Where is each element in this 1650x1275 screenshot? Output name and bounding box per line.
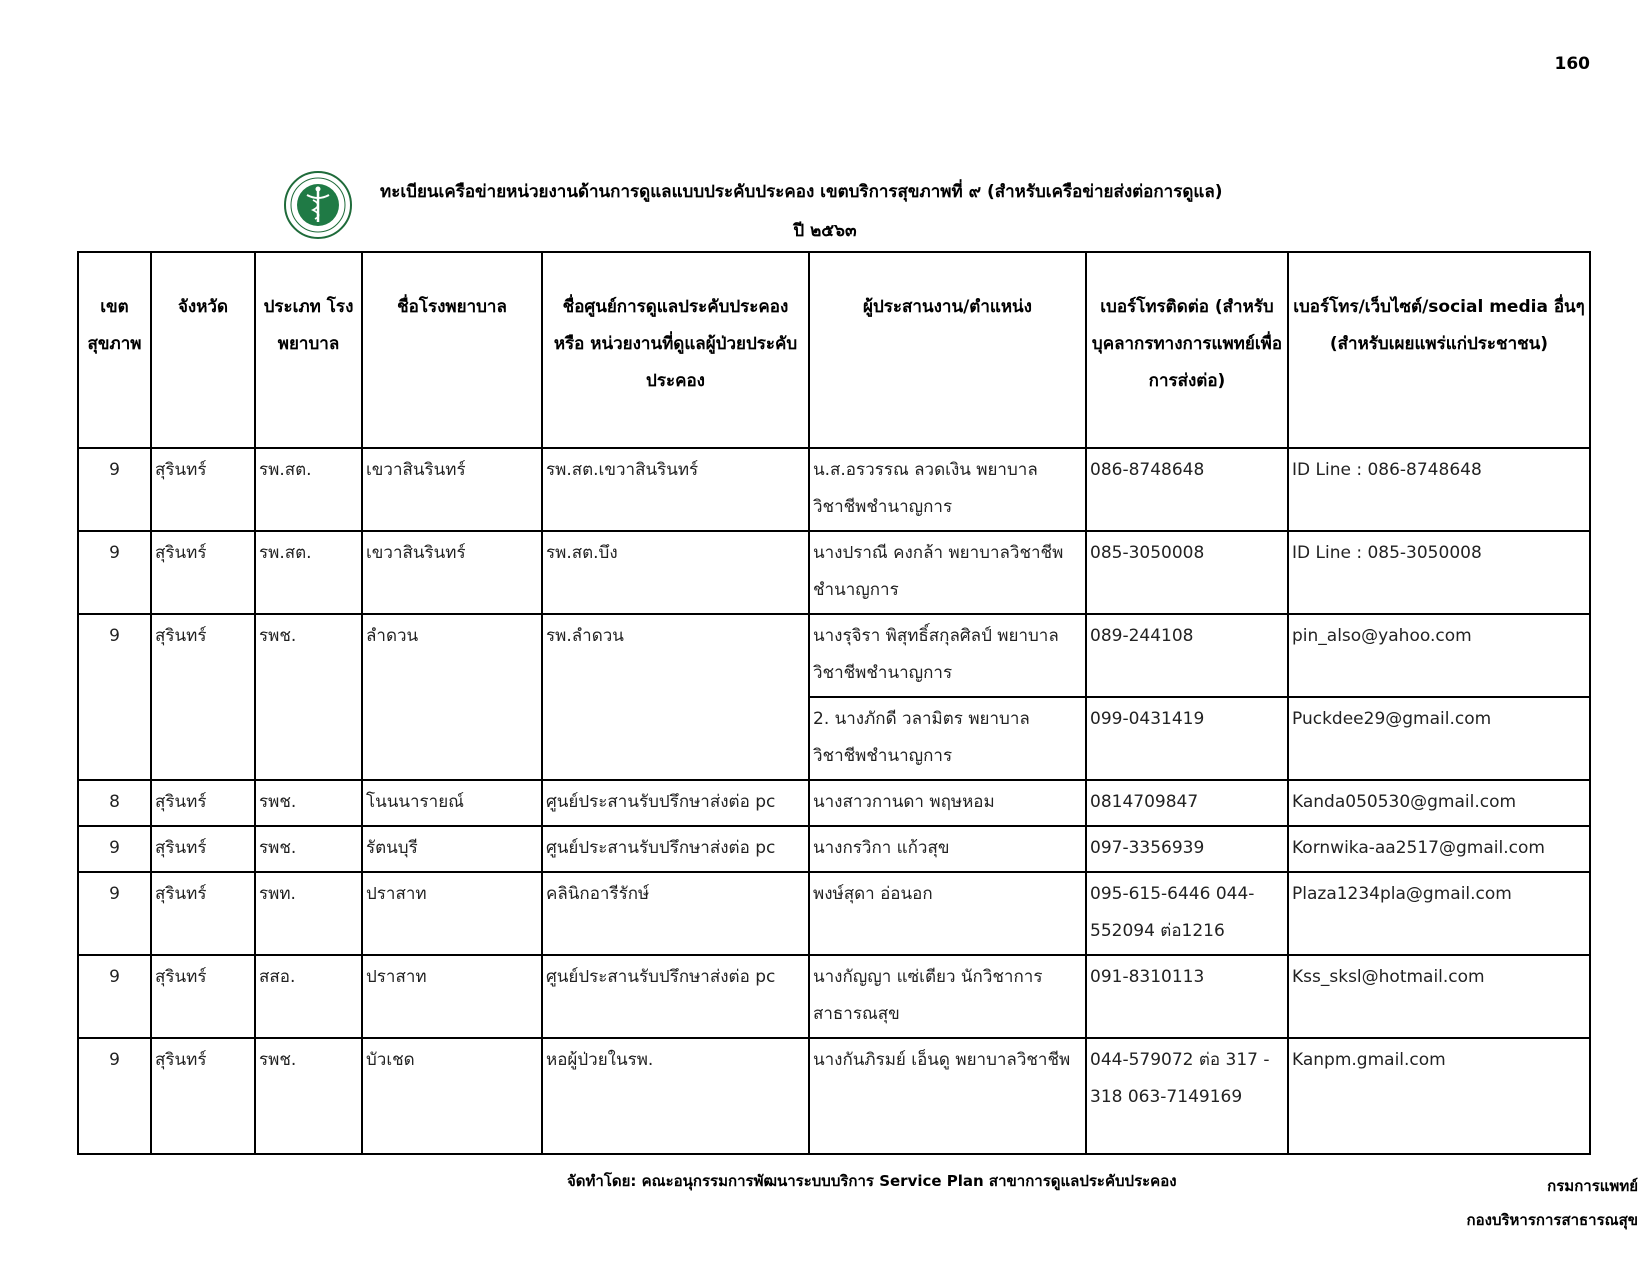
cell-region: 9 bbox=[78, 872, 151, 955]
cell-province: สุรินทร์ bbox=[151, 780, 255, 826]
cell-coordinator: น.ส.อรวรรณ ลวดเงิน พยาบาลวิชาชีพชำนาญการ bbox=[809, 448, 1086, 531]
cell-phone: 085-3050008 bbox=[1086, 531, 1288, 614]
cell-phone: 086-8748648 bbox=[1086, 448, 1288, 531]
footer-department-line-1: กรมการแพทย์ bbox=[1547, 1177, 1638, 1195]
cell-contact: Plaza1234pla@gmail.com bbox=[1288, 872, 1590, 955]
cell-contact: pin_also@yahoo.com bbox=[1288, 614, 1590, 697]
cell-contact: Kss_sksl@hotmail.com bbox=[1288, 955, 1590, 1038]
document-title: ทะเบียนเครือข่ายหน่วยงานด้านการดูแลแบบประคับประคอง เขตบริการสุขภาพที่ ๙ (สำหรับเครือข่ายส่งต่อการดูแล) bbox=[380, 182, 1223, 202]
header-staff-phone: เบอร์โทรติดต่อ (สำหรับบุคลากรทางการแพทย์เพื่อการส่งต่อ) bbox=[1086, 252, 1288, 448]
cell-province: สุรินทร์ bbox=[151, 1038, 255, 1154]
cell-phone: 044-579072 ต่อ 317 - 318 063-7149169 bbox=[1086, 1038, 1288, 1154]
table-row bbox=[78, 531, 1590, 614]
cell-region: 9 bbox=[78, 955, 151, 1038]
cell-region: 9 bbox=[78, 614, 151, 780]
cell-unit: หอผู้ป่วยในรพ. bbox=[542, 1038, 809, 1154]
cell-hospital: ปราสาท bbox=[362, 872, 542, 955]
table-row bbox=[78, 448, 1590, 531]
footer-department bbox=[1467, 1169, 1638, 1237]
cell-coordinator: นางกัญญา แซ่เตียว นักวิชาการสาธารณสุข bbox=[809, 955, 1086, 1038]
table-header-row bbox=[78, 252, 1590, 448]
cell-type: รพ.สต. bbox=[255, 531, 362, 614]
cell-contact: ID Line : 086-8748648 bbox=[1288, 448, 1590, 531]
cell-contact: ID Line : 085-3050008 bbox=[1288, 531, 1590, 614]
cell-region: 9 bbox=[78, 826, 151, 872]
cell-contact: Kanda050530@gmail.com bbox=[1288, 780, 1590, 826]
cell-region: 9 bbox=[78, 1038, 151, 1154]
cell-type: สสอ. bbox=[255, 955, 362, 1038]
cell-coordinator: นางปราณี คงกล้า พยาบาลวิชาชีพชำนาญการ bbox=[809, 531, 1086, 614]
table-row bbox=[78, 780, 1590, 826]
cell-unit: รพ.ลำดวน bbox=[542, 614, 809, 780]
cell-hospital: บัวเชด bbox=[362, 1038, 542, 1154]
cell-hospital: รัตนบุรี bbox=[362, 826, 542, 872]
registry-table bbox=[77, 251, 1591, 1155]
cell-contact: Kornwika-aa2517@gmail.com bbox=[1288, 826, 1590, 872]
cell-type: รพช. bbox=[255, 1038, 362, 1154]
cell-province: สุรินทร์ bbox=[151, 448, 255, 531]
cell-phone: 095-615-6446 044-552094 ต่อ1216 bbox=[1086, 872, 1288, 955]
cell-unit: ศูนย์ประสานรับปรึกษาส่งต่อ pc bbox=[542, 780, 809, 826]
header-province: จังหวัด bbox=[151, 252, 255, 448]
table-row bbox=[78, 872, 1590, 955]
cell-phone: 097-3356939 bbox=[1086, 826, 1288, 872]
page-number: 160 bbox=[1554, 54, 1590, 74]
cell-province: สุรินทร์ bbox=[151, 826, 255, 872]
cell-type: รพ.สต. bbox=[255, 448, 362, 531]
cell-unit: รพ.สต.เขวาสินรินทร์ bbox=[542, 448, 809, 531]
cell-phone: 099-0431419 bbox=[1086, 697, 1288, 780]
table-row bbox=[78, 614, 1590, 697]
cell-coordinator: พงษ์สุดา อ่อนอก bbox=[809, 872, 1086, 955]
header-coordinator: ผู้ประสานงาน/ตำแหน่ง bbox=[809, 252, 1086, 448]
cell-region: 9 bbox=[78, 531, 151, 614]
table-row bbox=[78, 955, 1590, 1038]
cell-hospital: ลำดวน bbox=[362, 614, 542, 780]
cell-hospital: เขวาสินรินทร์ bbox=[362, 531, 542, 614]
header-public-contact: เบอร์โทร/เว็บไซต์/social media อื่นๆ (สำหรับเผยแพร่แก่ประชาชน) bbox=[1288, 252, 1590, 448]
cell-coordinator: 2. นางภักดี วลามิตร พยาบาลวิชาชีพชำนาญการ bbox=[809, 697, 1086, 780]
table-row bbox=[78, 826, 1590, 872]
cell-coordinator: นางสาวกานดา พฤษหอม bbox=[809, 780, 1086, 826]
document-year: ปี ๒๕๖๓ bbox=[793, 221, 857, 241]
cell-coordinator: นางกันภิรมย์ เอ็นดู พยาบาลวิชาชีพ bbox=[809, 1038, 1086, 1154]
cell-phone: 0814709847 bbox=[1086, 780, 1288, 826]
cell-unit: ศูนย์ประสานรับปรึกษาส่งต่อ pc bbox=[542, 826, 809, 872]
cell-hospital: ปราสาท bbox=[362, 955, 542, 1038]
cell-type: รพช. bbox=[255, 826, 362, 872]
cell-contact: Puckdee29@gmail.com bbox=[1288, 697, 1590, 780]
cell-type: รพช. bbox=[255, 614, 362, 780]
cell-hospital: เขวาสินรินทร์ bbox=[362, 448, 542, 531]
cell-type: รพท. bbox=[255, 872, 362, 955]
header-hospital-name: ชื่อโรงพยาบาล bbox=[362, 252, 542, 448]
cell-region: 9 bbox=[78, 448, 151, 531]
cell-unit: รพ.สต.บึง bbox=[542, 531, 809, 614]
cell-type: รพช. bbox=[255, 780, 362, 826]
cell-region: 8 bbox=[78, 780, 151, 826]
cell-contact: Kanpm.gmail.com bbox=[1288, 1038, 1590, 1154]
cell-province: สุรินทร์ bbox=[151, 955, 255, 1038]
footer-department-line-2: กองบริหารการสาธารณสุข bbox=[1466, 1211, 1638, 1229]
header-region: เขต สุขภาพ bbox=[78, 252, 151, 448]
table-row bbox=[78, 1038, 1590, 1154]
cell-coordinator: นางรุจิรา พิสุทธิ์สกุลศิลป์ พยาบาลวิชาชีพชำนาญการ bbox=[809, 614, 1086, 697]
cell-unit: ศูนย์ประสานรับปรึกษาส่งต่อ pc bbox=[542, 955, 809, 1038]
cell-unit: คลินิกอารีรักษ์ bbox=[542, 872, 809, 955]
cell-phone: 091-8310113 bbox=[1086, 955, 1288, 1038]
cell-province: สุรินทร์ bbox=[151, 872, 255, 955]
header-care-unit: ชื่อศูนย์การดูแลประคับประคอง หรือ หน่วยงานที่ดูแลผู้ป่วยประคับประคอง bbox=[542, 252, 809, 448]
cell-phone: 089-244108 bbox=[1086, 614, 1288, 697]
cell-province: สุรินทร์ bbox=[151, 614, 255, 780]
footer-credit: จัดทำโดย: คณะอนุกรรมการพัฒนาระบบบริการ Service Plan สาขาการดูแลประคับประคอง bbox=[567, 1172, 1177, 1190]
cell-coordinator: นางกรวิกา แก้วสุข bbox=[809, 826, 1086, 872]
cell-province: สุรินทร์ bbox=[151, 531, 255, 614]
header-hospital-type: ประเภท โรงพยาบาล bbox=[255, 252, 362, 448]
cell-hospital: โนนนารายณ์ bbox=[362, 780, 542, 826]
